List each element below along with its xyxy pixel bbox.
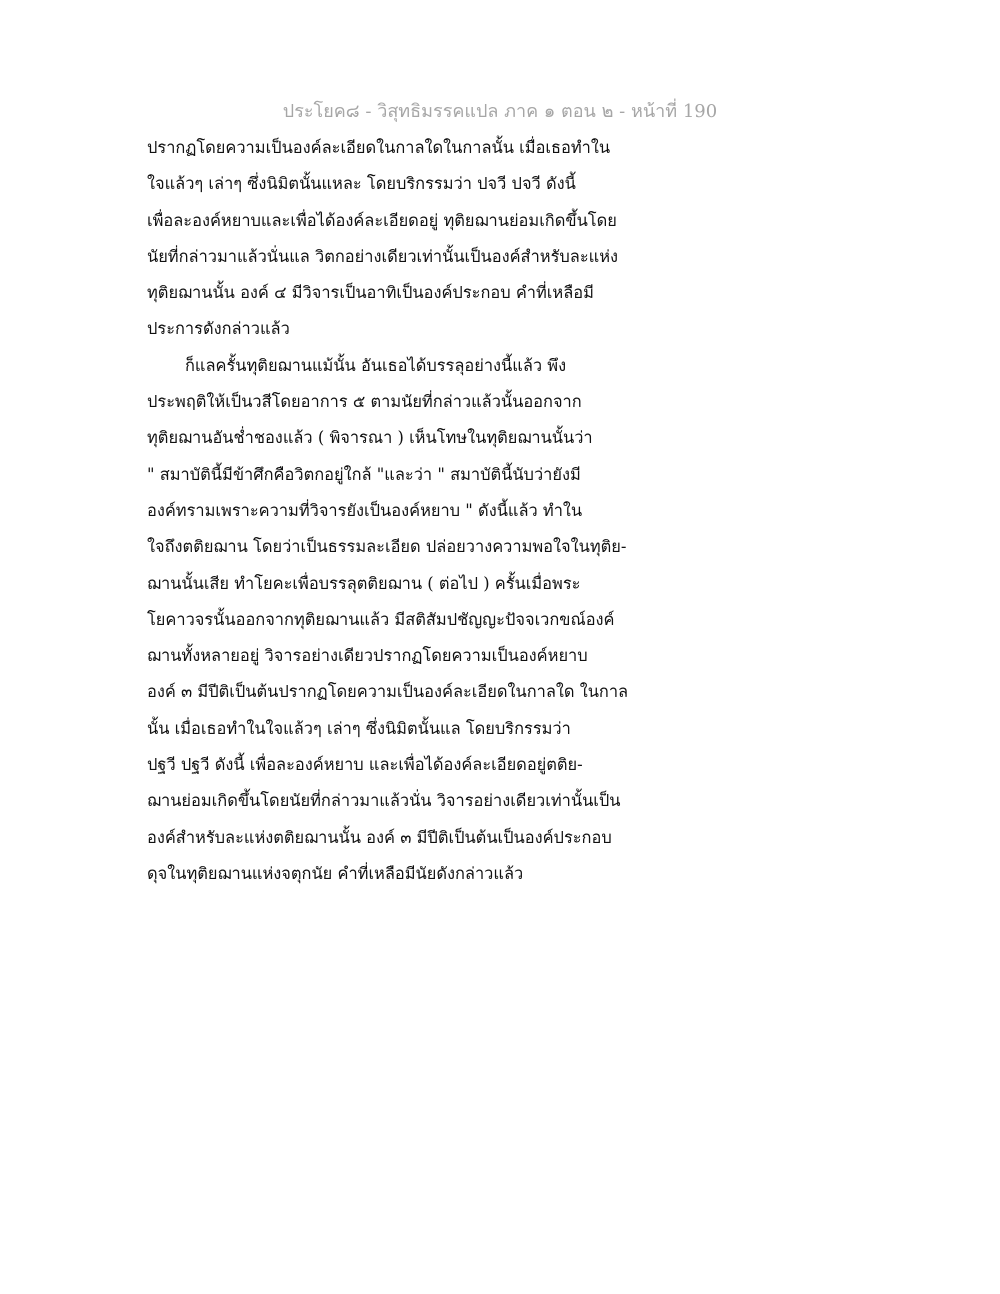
text-line: ประการดังกล่าวแล้ว: [147, 319, 290, 339]
text-line: ฌานนั้นเสีย ทำโยคะเพื่อบรรลุตติยฌาน ( ต่อไป ) ครั้นเมื่อพระ: [147, 573, 581, 593]
text-line: ประพฤติให้เป็นวสีโดยอาการ ๕ ตามนัยที่กล่าวแล้วนั้นออกจาก: [147, 392, 582, 412]
paragraph-2: [147, 348, 647, 892]
text-line: โยคาวจรนั้นออกจากทุติยฌานแล้ว มีสติสัมปชัญญะปัจจเวกขณ์องค์: [147, 609, 615, 629]
text-line: ปฐวี ปฐวี ดังนี้ เพื่อละองค์หยาบ และเพื่อได้องค์ละเอียดอยู่ตติย-: [147, 755, 583, 775]
text-line-indented: ก็แลครั้นทุติยฌานแม้นั้น อันเธอได้บรรลุอย่างนี้แล้ว พึง: [185, 355, 567, 375]
text-line: องค์ทรามเพราะความที่วิจารยังเป็นองค์หยาบ " ดังนี้แล้ว ทำใน: [147, 500, 583, 520]
text-line: ทุติยฌานนั้น องค์ ๔ มีวิจารเป็นอาทิเป็นองค์ประกอบ คำที่เหลือมี: [147, 283, 594, 303]
text-line: ใจถึงตติยฌาน โดยว่าเป็นธรรมละเอียด ปล่อยวางความพอใจในทุติย-: [147, 537, 627, 557]
text-line: เพื่อละองค์หยาบและเพื่อได้องค์ละเอียดอยู่ ทุติยฌานย่อมเกิดขึ้นโดย: [147, 210, 617, 230]
text-line: ใจแล้วๆ เล่าๆ ซึ่งนิมิตนั้นแหละ โดยบริกรรมว่า ปจวี ปจวี ดังนี้: [147, 174, 576, 194]
text-line: " สมาบัตินี้มีข้าศึกคือวิตกอยู่ใกล้ "และว่า " สมาบัตินี้นับว่ายังมี: [147, 464, 581, 484]
paragraph-1: [147, 130, 647, 348]
text-line: ปรากฏโดยความเป็นองค์ละเอียดในกาลใดในกาลนั้น เมื่อเธอทำใน: [147, 138, 611, 157]
text-line: นัยที่กล่าวมาแล้วนั่นแล วิตกอย่างเดียวเท่านั้นเป็นองค์สำหรับละแห่ง: [147, 246, 618, 266]
text-line: ดุจในทุติยฌานแห่งจตุกนัย คำที่เหลือมีนัยดังกล่าวแล้ว: [147, 863, 524, 883]
body-text: [147, 130, 647, 892]
text-line: ทุติยฌานอันช่ำชองแล้ว ( พิจารณา ) เห็นโทษในทุติยฌานนั้นว่า: [147, 428, 593, 448]
text-line: องค์ ๓ มีปีติเป็นต้นปรากฏโดยความเป็นองค์ละเอียดในกาลใด ในกาล: [147, 682, 629, 702]
text-line: ฌานย่อมเกิดขึ้นโดยนัยที่กล่าวมาแล้วนั่น วิจารอย่างเดียวเท่านั้นเป็น: [147, 791, 621, 811]
text-line: นั้น เมื่อเธอทำในใจแล้วๆ เล่าๆ ซึ่งนิมิตนั้นแล โดยบริกรรมว่า: [147, 718, 571, 738]
text-line: ฌานทั้งหลายอยู่ วิจารอย่างเดียวปรากฏโดยความเป็นองค์หยาบ: [147, 646, 588, 666]
text-line: องค์สำหรับละแห่งตติยฌานนั้น องค์ ๓ มีปีติเป็นต้นเป็นองค์ประกอบ: [147, 827, 612, 847]
running-header: ประโยค๘ - วิสุทธิมรรคแปล ภาค ๑ ตอน ๒ - หน้าที่ 190: [282, 101, 718, 122]
